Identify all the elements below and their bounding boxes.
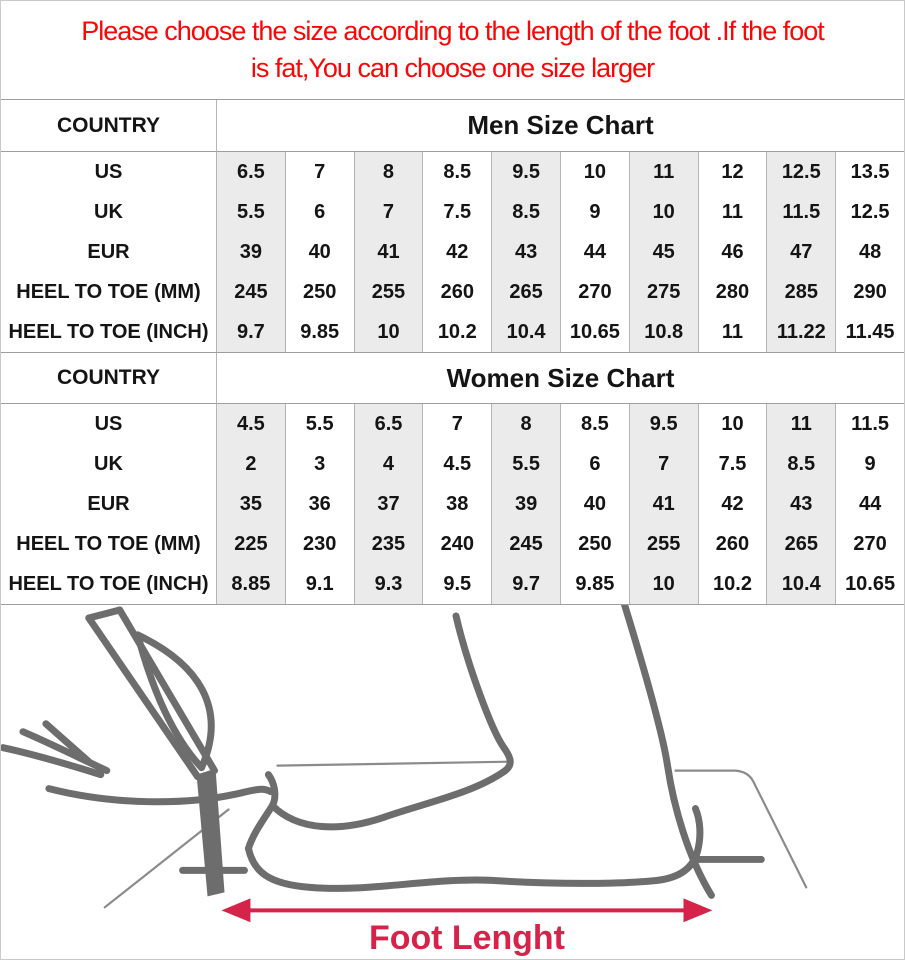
women-size-value: 41 <box>629 484 698 524</box>
foot-outline <box>248 605 711 895</box>
men-row-label: UK <box>94 200 123 223</box>
women-size-value: 36 <box>285 484 354 524</box>
women-size-value: 2 <box>216 444 285 484</box>
women-size-value: 10 <box>698 404 767 444</box>
notice-line-2: is fat,You can choose one size larger <box>250 53 655 83</box>
women-size-value: 7 <box>629 444 698 484</box>
men-size-value: 255 <box>354 272 423 312</box>
women-size-value: 230 <box>285 524 354 564</box>
women-corner-label: COUNTRY <box>1 353 216 404</box>
women-size-value: 8.5 <box>560 404 629 444</box>
men-corner-label: COUNTRY <box>1 100 216 152</box>
women-row-label: HEEL TO TOE (INCH) <box>8 572 209 595</box>
women-size-value: 42 <box>698 484 767 524</box>
women-size-value: 6 <box>560 444 629 484</box>
men-size-value: 270 <box>560 272 629 312</box>
men-size-value: 8 <box>354 152 423 192</box>
women-size-value: 11 <box>766 404 835 444</box>
men-size-value: 265 <box>491 272 560 312</box>
women-size-value: 3 <box>285 444 354 484</box>
men-size-value: 10 <box>354 312 423 352</box>
notice-line-1: Please choose the size according to the length of the foot .If the foot <box>81 16 824 46</box>
women-row-label: EUR <box>87 492 130 515</box>
foot-length-arrow <box>222 898 713 957</box>
women-row-label: US <box>94 412 123 435</box>
men-size-value: 9.7 <box>216 312 285 352</box>
men-size-value: 42 <box>422 232 491 272</box>
women-size-value: 7 <box>422 404 491 444</box>
women-size-value: 9 <box>835 444 904 484</box>
foot-length-label: Foot Lenght <box>369 919 565 958</box>
women-size-value: 265 <box>766 524 835 564</box>
men-size-value: 7 <box>285 152 354 192</box>
men-size-table <box>1 99 904 352</box>
women-table-title: Women Size Chart <box>216 353 904 404</box>
women-size-value: 250 <box>560 524 629 564</box>
men-row-label: HEEL TO TOE (INCH) <box>8 320 209 343</box>
women-size-value: 10.4 <box>766 564 835 604</box>
finger <box>49 789 271 802</box>
men-size-value: 280 <box>698 272 767 312</box>
men-size-value: 8.5 <box>422 152 491 192</box>
men-size-value: 245 <box>216 272 285 312</box>
foot-sketch-canvas <box>1 605 904 960</box>
women-size-value: 6.5 <box>354 404 423 444</box>
men-size-value: 11 <box>698 312 767 352</box>
women-size-value: 39 <box>491 484 560 524</box>
women-size-value: 4.5 <box>216 404 285 444</box>
men-row-label: HEEL TO TOE (MM) <box>16 280 201 303</box>
women-size-value: 4.5 <box>422 444 491 484</box>
men-size-value: 43 <box>491 232 560 272</box>
arrow-left-head <box>222 898 251 922</box>
men-size-value: 7 <box>354 192 423 232</box>
foot-measuring-diagram <box>1 605 904 960</box>
men-size-value: 11 <box>629 152 698 192</box>
women-size-value: 9.1 <box>285 564 354 604</box>
men-table-title: Men Size Chart <box>216 100 904 152</box>
men-size-value: 12 <box>698 152 767 192</box>
women-size-value: 37 <box>354 484 423 524</box>
women-size-value: 9.5 <box>422 564 491 604</box>
women-row-label: UK <box>94 452 123 475</box>
women-size-value: 5.5 <box>491 444 560 484</box>
men-size-value: 6.5 <box>216 152 285 192</box>
men-size-value: 275 <box>629 272 698 312</box>
men-size-value: 9.85 <box>285 312 354 352</box>
women-size-value: 10.2 <box>698 564 767 604</box>
men-size-value: 11 <box>698 192 767 232</box>
men-size-value: 45 <box>629 232 698 272</box>
men-size-value: 40 <box>285 232 354 272</box>
women-size-value: 40 <box>560 484 629 524</box>
women-size-value: 9.3 <box>354 564 423 604</box>
men-size-value: 8.5 <box>491 192 560 232</box>
men-size-value: 9 <box>560 192 629 232</box>
men-size-value: 285 <box>766 272 835 312</box>
women-size-value: 270 <box>835 524 904 564</box>
women-size-value: 260 <box>698 524 767 564</box>
women-size-value: 43 <box>766 484 835 524</box>
notice-banner <box>1 1 904 99</box>
men-size-value: 10 <box>560 152 629 192</box>
men-size-value: 11.5 <box>766 192 835 232</box>
hand-with-pencil <box>3 610 270 896</box>
men-size-value: 260 <box>422 272 491 312</box>
men-size-value: 6 <box>285 192 354 232</box>
women-size-value: 7.5 <box>698 444 767 484</box>
women-size-value: 9.7 <box>491 564 560 604</box>
men-size-value: 12.5 <box>766 152 835 192</box>
men-size-value: 41 <box>354 232 423 272</box>
women-size-value: 240 <box>422 524 491 564</box>
arrow-right-head <box>683 898 712 922</box>
men-size-value: 10.4 <box>491 312 560 352</box>
men-size-value: 44 <box>560 232 629 272</box>
women-size-value: 10 <box>629 564 698 604</box>
men-size-value: 11.45 <box>835 312 904 352</box>
women-size-value: 225 <box>216 524 285 564</box>
men-size-value: 250 <box>285 272 354 312</box>
women-size-table <box>1 352 904 605</box>
men-size-value: 10.65 <box>560 312 629 352</box>
women-size-value: 11.5 <box>835 404 904 444</box>
women-size-value: 255 <box>629 524 698 564</box>
women-size-value: 4 <box>354 444 423 484</box>
men-row-label: EUR <box>87 240 130 263</box>
men-size-value: 48 <box>835 232 904 272</box>
men-size-value: 10.2 <box>422 312 491 352</box>
women-row-label: HEEL TO TOE (MM) <box>16 532 201 555</box>
men-size-value: 290 <box>835 272 904 312</box>
women-size-value: 35 <box>216 484 285 524</box>
women-size-value: 44 <box>835 484 904 524</box>
men-size-value: 5.5 <box>216 192 285 232</box>
women-size-value: 235 <box>354 524 423 564</box>
men-size-value: 12.5 <box>835 192 904 232</box>
women-size-value: 8.85 <box>216 564 285 604</box>
women-size-value: 10.65 <box>835 564 904 604</box>
men-size-value: 11.22 <box>766 312 835 352</box>
women-size-value: 8.5 <box>766 444 835 484</box>
men-size-value: 10 <box>629 192 698 232</box>
women-size-value: 8 <box>491 404 560 444</box>
men-size-value: 7.5 <box>422 192 491 232</box>
women-size-value: 9.85 <box>560 564 629 604</box>
men-size-value: 39 <box>216 232 285 272</box>
women-size-value: 245 <box>491 524 560 564</box>
men-row-label: US <box>94 160 123 183</box>
men-size-value: 10.8 <box>629 312 698 352</box>
men-size-value: 46 <box>698 232 767 272</box>
women-size-value: 5.5 <box>285 404 354 444</box>
women-size-value: 9.5 <box>629 404 698 444</box>
men-size-value: 47 <box>766 232 835 272</box>
women-size-value: 38 <box>422 484 491 524</box>
men-size-value: 9.5 <box>491 152 560 192</box>
measure-tick-marks <box>183 859 762 870</box>
men-size-value: 13.5 <box>835 152 904 192</box>
